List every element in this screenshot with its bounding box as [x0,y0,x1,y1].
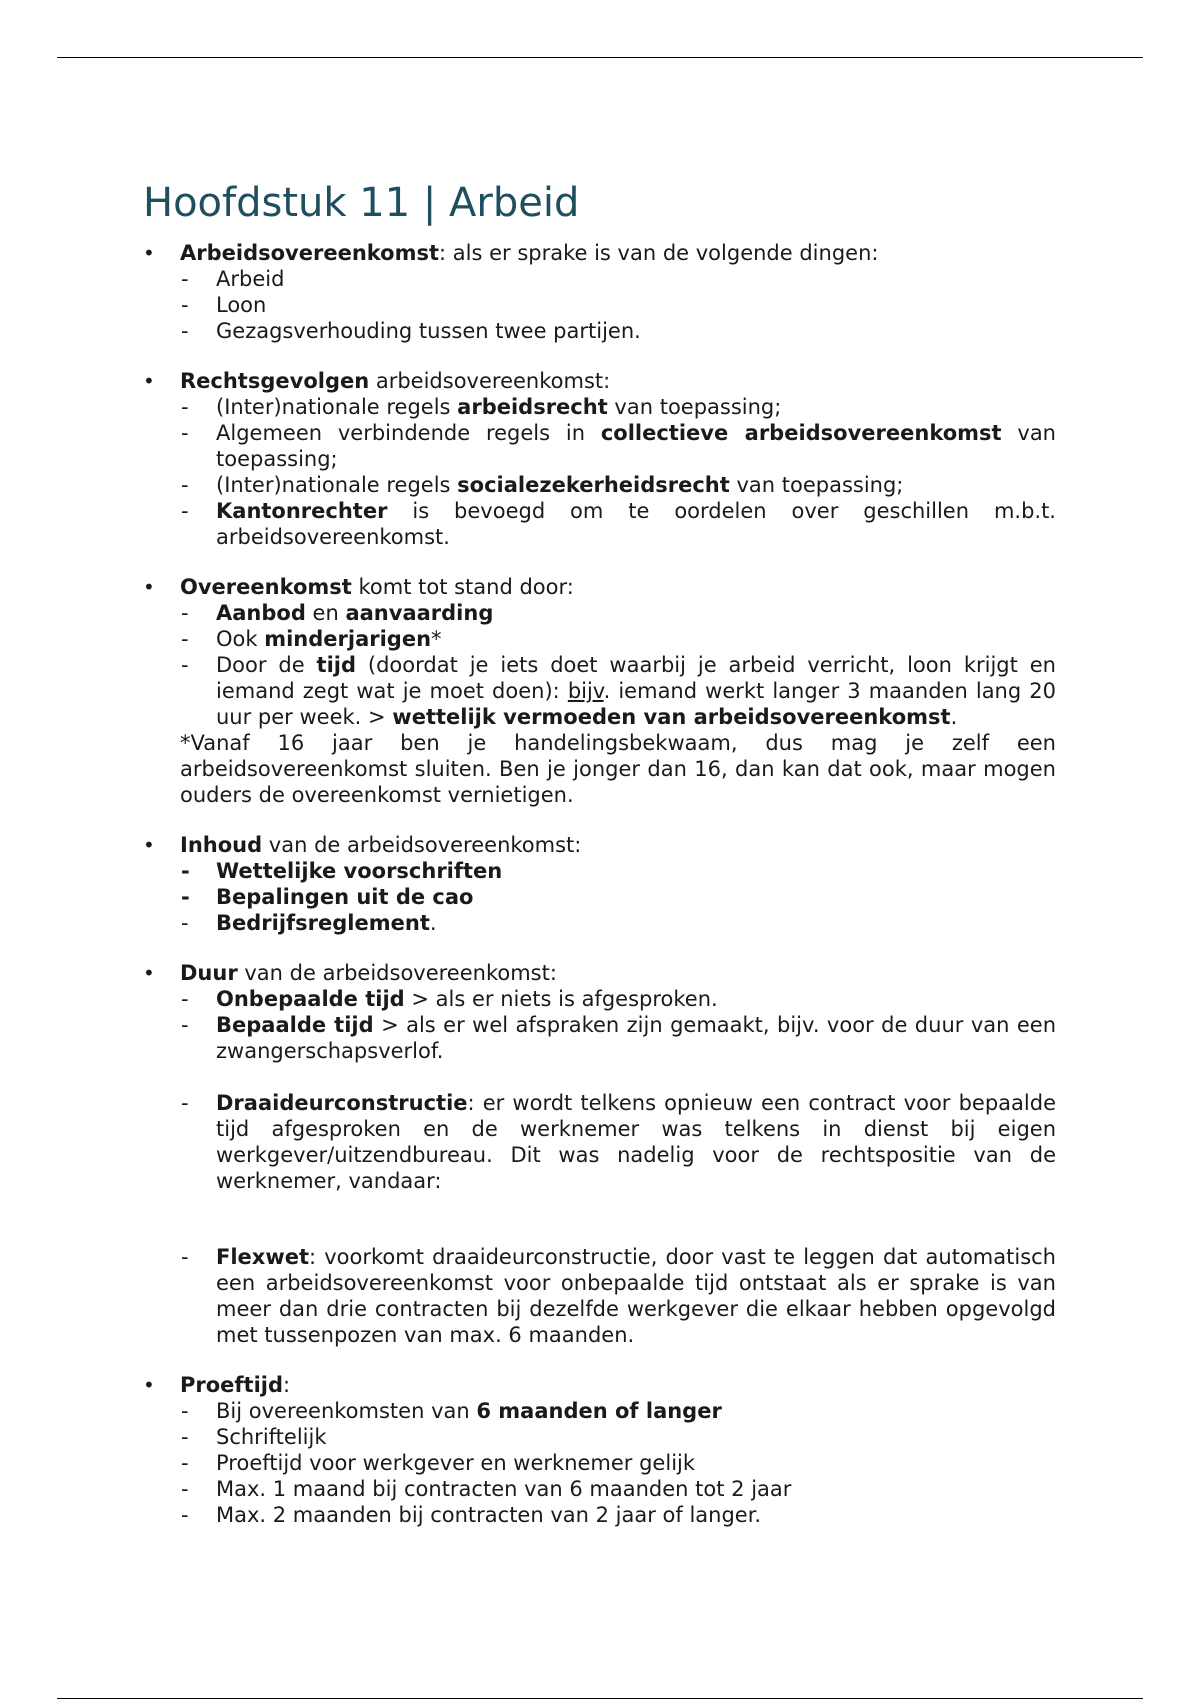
dash-list [180,858,1056,936]
dash-list [180,266,1056,344]
list-item: - Loon [181,293,267,317]
section-heading: Overeenkomst komt tot stand door: [180,575,574,599]
section-heading: Rechtsgevolgen arbeidsovereenkomst: [180,369,611,393]
list-item: - (Inter)nationale regels socialezekerheidsrecht van toepassing; [181,473,904,497]
section-heading: Arbeidsovereenkomst: als er sprake is van de volgende dingen: [180,241,879,265]
dash-list [180,986,1056,1348]
list-item: - Onbepaalde tijd > als er niets is afgesproken. [181,987,718,1011]
section-arbeidsovereenkomst [143,240,1056,344]
list-item: - Flexwet: voorkomt draaideurconstructie, door vast te leggen dat automatisch een arbeidsovereenkomst voor onbepaalde tijd ontstaat als er sprake is van meer dan drie contracten bij dezelfde werkgever die elkaar hebben opgevolgd met tussenpozen van max. 6 maanden. [181,1245,1056,1347]
section-rechtsgevolgen [143,368,1056,550]
bullet-icon: • [143,961,155,985]
list-item: - Aanbod en aanvaarding [181,601,494,625]
list-item: - Max. 1 maand bij contracten van 6 maanden tot 2 jaar [181,1477,792,1501]
list-item: - Bepaalde tijd > als er wel afspraken zijn gemaakt, bijv. voor de duur van een zwangerschapsverlof. [181,1013,1057,1063]
list-item: - (Inter)nationale regels arbeidsrecht van toepassing; [181,395,782,419]
section-proeftijd [143,1372,1056,1528]
section-duur [143,960,1056,1348]
list-item: - Proeftijd voor werkgever en werknemer gelijk [181,1451,696,1475]
dash-list [180,1398,1056,1528]
list-item: - Bedrijfsreglement. [181,911,437,935]
section-heading: Proeftijd: [180,1373,291,1397]
bullet-icon: • [143,369,155,393]
list-item: - Max. 2 maanden bij contracten van 2 jaar of langer. [181,1503,762,1527]
list-item: - Bepalingen uit de cao [181,885,474,909]
bullet-icon: • [143,575,155,599]
list-item: - Wettelijke voorschriften [181,859,503,883]
bullet-icon: • [143,833,155,857]
bullet-icon: • [143,241,155,265]
section-overeenkomst [143,574,1056,808]
dash-list [180,394,1056,550]
list-item: - Algemeen verbindende regels in collectieve arbeidsovereenkomst van toepassing; [181,421,1056,471]
list-item: - Arbeid [181,267,285,291]
document-body [143,176,1056,1552]
section-inhoud [143,832,1056,936]
bullet-icon: • [143,1373,155,1397]
list-item: - Door de tijd (doordat je iets doet waarbij je arbeid verricht, loon krijgt en iemand zegt wat je moet doen): bijv. iemand werkt langer 3 maanden lang 20 uur per week. > wettelijk vermoeden van arbeidsovereenkomst. [181,653,1056,729]
list-item: - Draaideurconstructie: er wordt telkens opnieuw een contract voor bepaalde tijd afgesproken en de werknemer was telkens in dienst bij eigen werkgever/uitzendbureau. Dit was nadelig voor de rechtspositie van de werknemer, vandaar: [181,1091,1056,1193]
section-heading: Inhoud van de arbeidsovereenkomst: [180,833,582,857]
page-title: Hoofdstuk 11 | Arbeid [143,180,580,226]
section-heading: Duur van de arbeidsovereenkomst: [180,961,557,985]
list-item: - Schriftelijk [181,1425,327,1449]
footnote: *Vanaf 16 jaar ben je handelingsbekwaam, dus mag je zelf een arbeidsovereenkomst sluiten. Ben je jonger dan 16, dan kan dat ook, maar mogen ouders de overeenkomst vernietigen. [180,731,1056,807]
list-item: - Bij overeenkomsten van 6 maanden of langer [181,1399,722,1423]
list-item: - Ook minderjarigen* [181,627,442,651]
list-item: - Kantonrechter is bevoegd om te oordelen over geschillen m.b.t. arbeidsovereenkomst. [181,499,1056,549]
footer-rule [57,1698,1143,1699]
header-rule [57,57,1143,58]
dash-list [180,600,1056,730]
list-item: - Gezagsverhouding tussen twee partijen. [181,319,641,343]
